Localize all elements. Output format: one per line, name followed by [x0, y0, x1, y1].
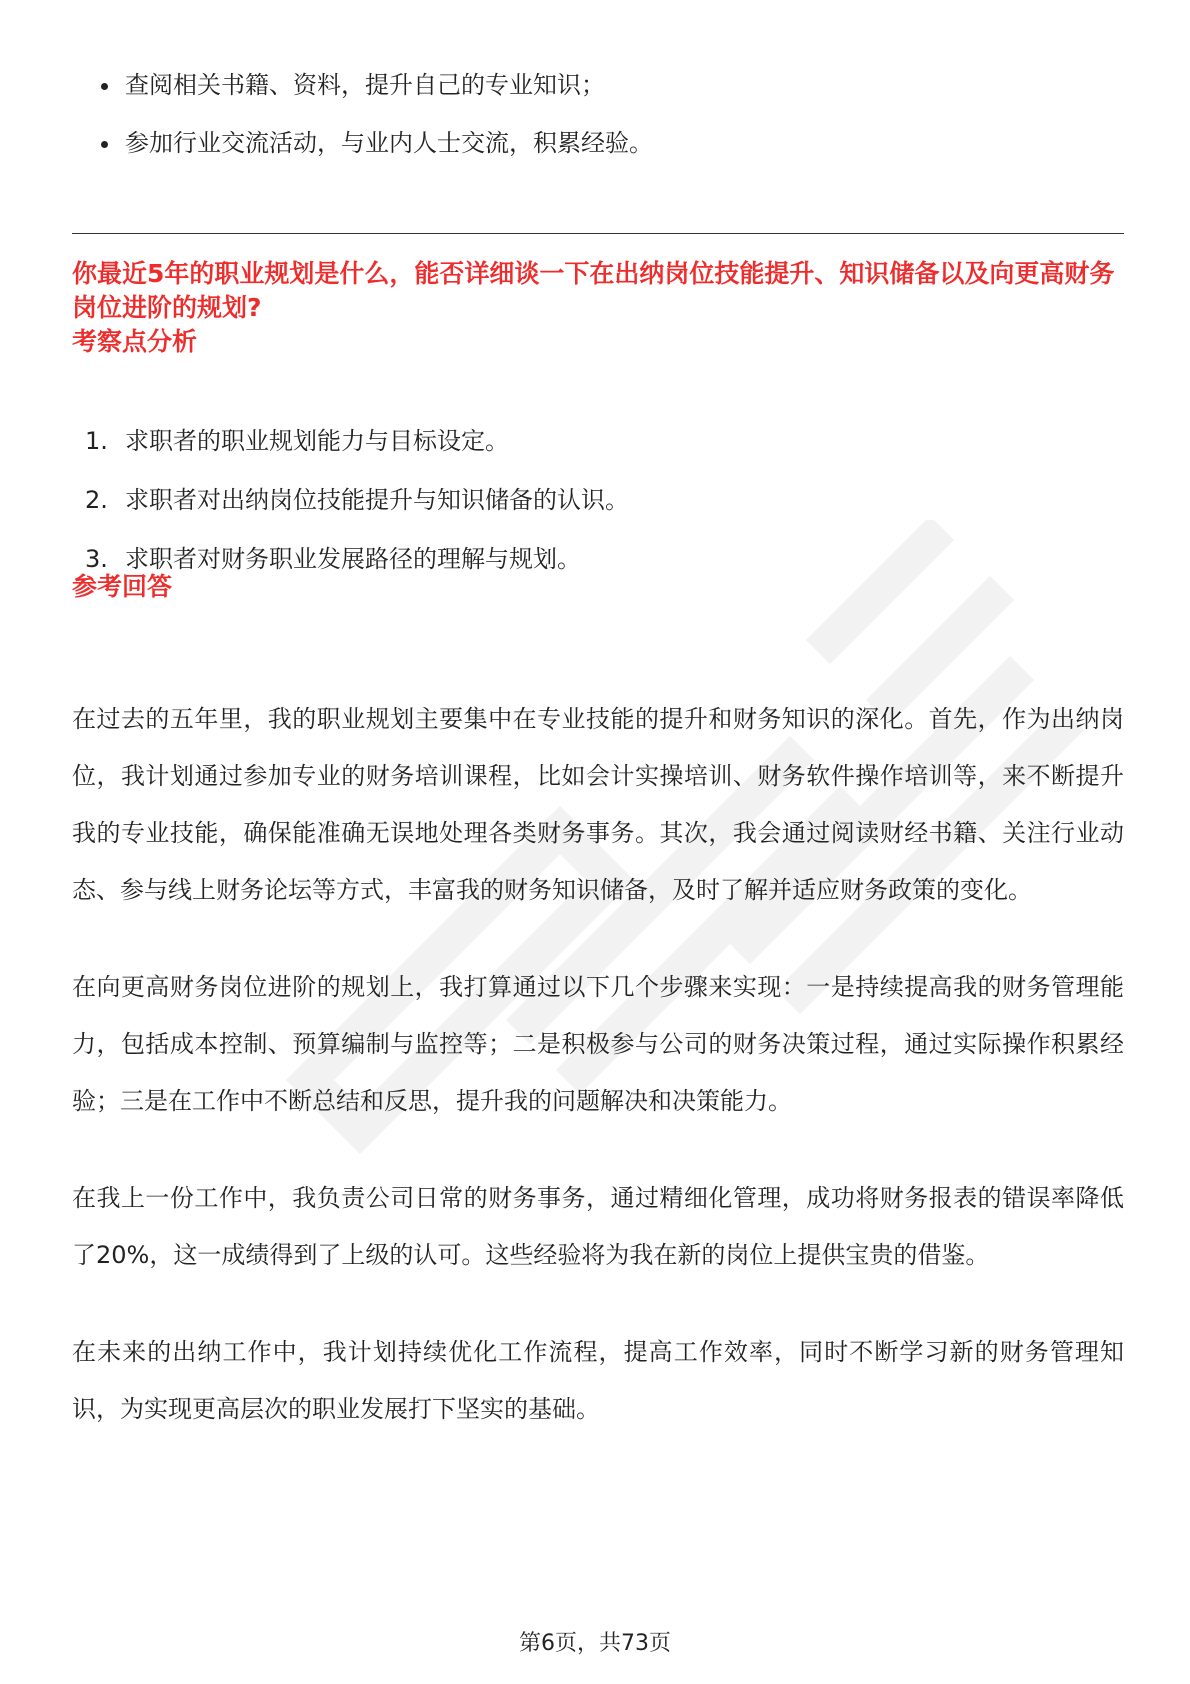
- item-number: 3.: [85, 545, 108, 573]
- answer-paragraph: 在过去的五年里，我的职业规划主要集中在专业技能的提升和财务知识的深化。首先，作为出纳岗位，我计划通过参加专业的财务培训课程，比如会计实操培训、财务软件操作培训等，来不断提升我的专业技能，确保能准确无误地处理各类财务事务。其次，我会通过阅读财经书籍、关注行业动态、参与线上财务论坛等方式，丰富我的财务知识储备，及时了解并适应财务政策的变化。: [72, 705, 1124, 904]
- item-text: 求职者的职业规划能力与目标设定。: [125, 427, 509, 455]
- analysis-heading: 考察点分析: [72, 327, 198, 356]
- analysis-item: [85, 426, 1115, 456]
- section-divider: [72, 233, 1124, 234]
- bullet-item: 参加行业交流活动，与业内人士交流，积累经验。: [95, 128, 1125, 158]
- answer-paragraph: 在我上一份工作中，我负责公司日常的财务事务，通过精细化管理，成功将财务报表的错误率降低了20%，这一成绩得到了上级的认可。这些经验将为我在新的岗位上提供宝贵的借鉴。: [72, 1184, 1124, 1269]
- analysis-item: [85, 544, 1115, 574]
- analysis-item: [85, 485, 1115, 515]
- answer-paragraph: 在未来的出纳工作中，我计划持续优化工作流程，提高工作效率，同时不断学习新的财务管理知识，为实现更高层次的职业发展打下坚实的基础。: [72, 1338, 1124, 1423]
- item-text: 求职者对出纳岗位技能提升与知识储备的认识。: [125, 486, 629, 514]
- answer-heading: 参考回答: [72, 572, 173, 601]
- bullet-list: [95, 70, 1125, 186]
- item-number: 2.: [85, 486, 108, 514]
- interview-question: 你最近5年的职业规划是什么，能否详细谈一下在出纳岗位技能提升、知识储备以及向更高财务岗位进阶的规划?: [72, 259, 1115, 322]
- bullet-item: 查阅相关书籍、资料，提升自己的专业知识；: [95, 70, 1125, 100]
- analysis-list: [85, 426, 1115, 603]
- item-text: 求职者对财务职业发展路径的理解与规划。: [125, 545, 581, 573]
- item-number: 1.: [85, 427, 108, 455]
- answer-paragraph: 在向更高财务岗位进阶的规划上，我打算通过以下几个步骤来实现：一是持续提高我的财务管理能力，包括成本控制、预算编制与监控等；二是积极参与公司的财务决策过程，通过实际操作积累经验；三是在工作中不断总结和反思，提升我的问题解决和决策能力。: [72, 973, 1124, 1115]
- page-number: 第6页，共73页: [519, 1631, 671, 1656]
- answer-body: [72, 691, 1124, 1478]
